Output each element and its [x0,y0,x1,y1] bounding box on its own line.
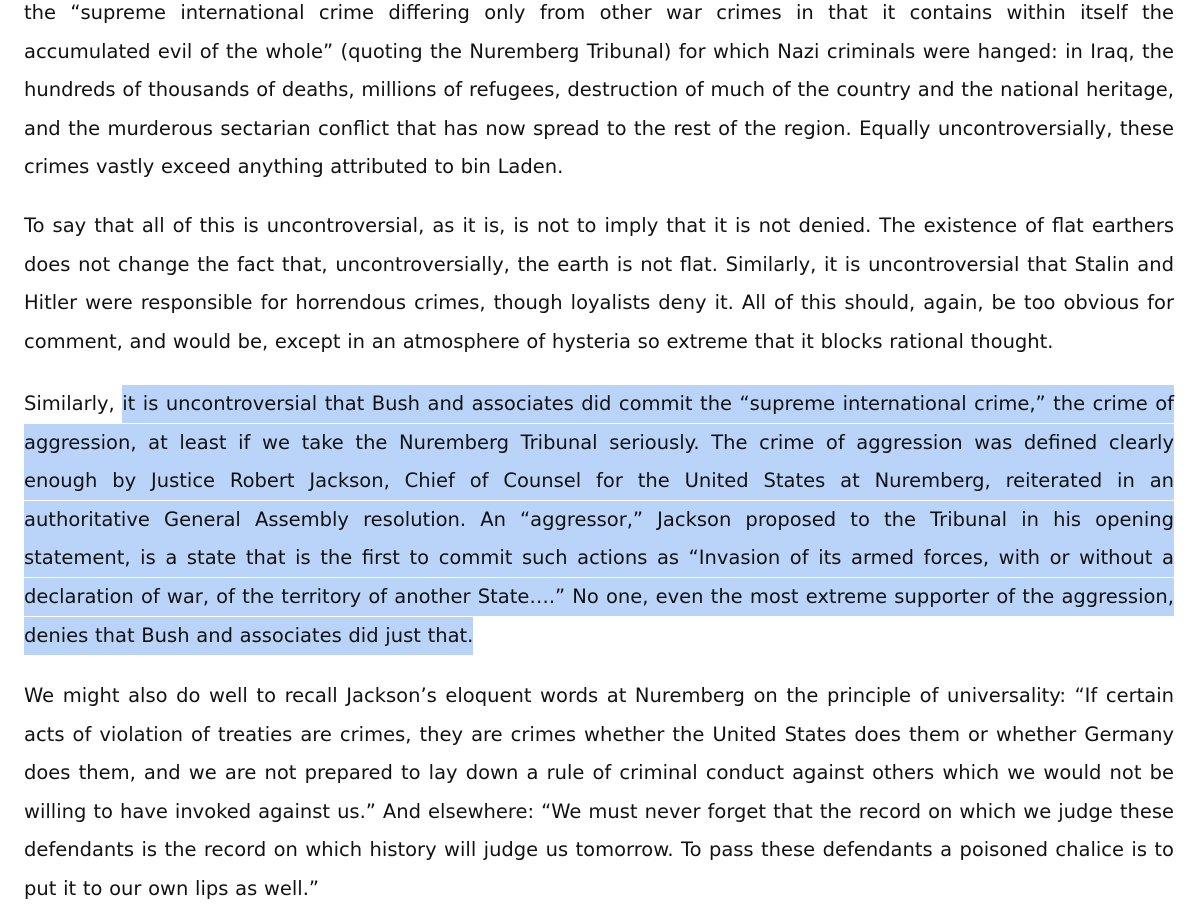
paragraph-3-lead: Similarly, [24,392,123,415]
paragraph-1: the “supreme international crime differing only from other war crimes in that it contains within itself the accumulated evil of the whole” (quoting the Nuremberg Tribunal) for which Nazi criminals were hanged: in Iraq, the hundreds of thousands of deaths, millions of refugees, destruction of much of the country and the national heritage, and the murderous sectarian conflict that has now spread to the rest of the region. Equally uncontroversially, these crimes vastly exceed anything attributed to bin Laden. [24,1,1174,179]
paragraph-4: We might also do well to recall Jackson’s eloquent words at Nuremberg on the principle of universality: “If certain acts of violation of treaties are crimes, they are crimes whether the United States does them or whether Germany does them, and we are not prepared to lay down a rule of criminal conduct against others which we would not be willing to have invoked against us.” And elsewhere: “We must never forget that the record on which we judge these defendants is the record on which history will judge us tomorrow. To pass these defendants a poisoned chalice is to put it to our own lips as well.” [24,684,1174,900]
selected-text-highlight[interactable]: it is uncontroversial that Bush and associates did commit the “supreme international crime,” the crime of aggression, at least if we take the Nuremberg Tribunal seriously. The crime of aggression was defined clearly enough by Justice Robert Jackson, Chief of Counsel for the United States at Nuremberg, reiterated in an authoritative General Assembly resolution. An “aggressor,” Jackson proposed to the Tribunal in his opening statement, is a state that is the first to commit such actions as “Invasion of its armed forces, with or without a declaration of war, of the territory of another State….” No one, even the most extreme supporter of the aggression, denies that Bush and associates did just that. [24,385,1174,655]
paragraph-3 [24,385,1174,655]
paragraph-2: To say that all of this is uncontroversial, as it is, is not to imply that it is not denied. The existence of flat earthers does not change the fact that, uncontroversially, the earth is not flat. Similarly, it is uncontroversial that Stalin and Hitler were responsible for horrendous crimes, though loyalists deny it. All of this should, again, be too obvious for comment, and would be, except in an atmosphere of hysteria so extreme that it blocks rational thought. [24,214,1174,353]
